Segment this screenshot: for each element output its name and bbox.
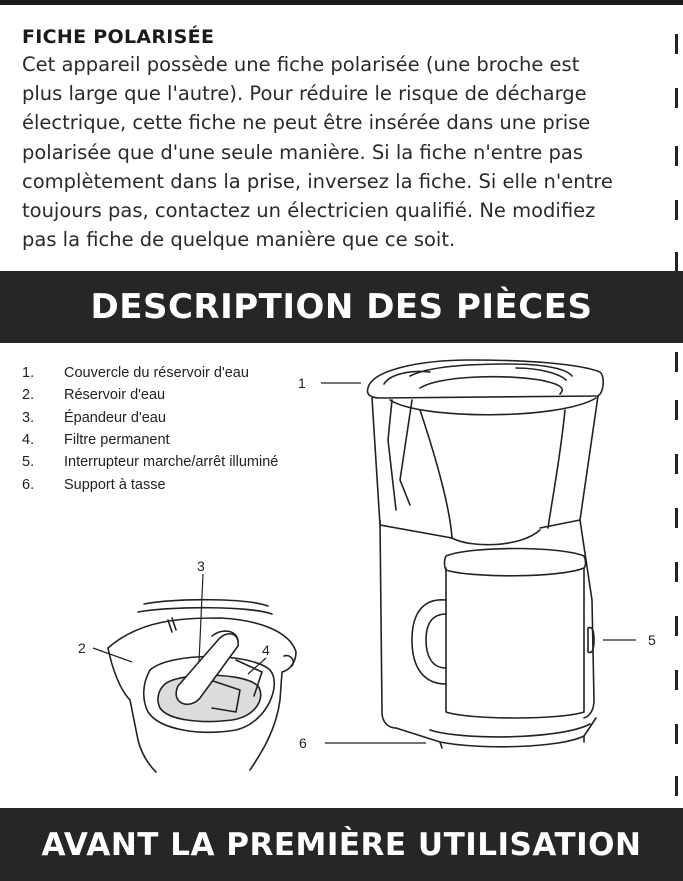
part-label: Épandeur d'eau xyxy=(64,409,166,426)
callout-5: 5 xyxy=(648,632,656,648)
part-label: Couvercle du réservoir d'eau xyxy=(64,365,249,382)
part-label: Réservoir d'eau xyxy=(64,387,166,404)
part-number: 5. xyxy=(22,454,35,471)
text-line: plus large que l'autre). Pour réduire le risque de décharge xyxy=(22,82,587,106)
part-label: Filtre permanent xyxy=(64,432,170,449)
top-rule xyxy=(0,0,683,5)
callout-4: 4 xyxy=(262,642,270,658)
text-line: polarisée que d'une seule manière. Si la fiche n'entre pas xyxy=(22,140,583,164)
callout-1: 1 xyxy=(298,375,306,391)
part-number: 4. xyxy=(22,432,35,449)
text-line: toujours pas, contactez un électricien qualifié. Ne modifiez xyxy=(22,199,596,223)
parts-section-title: DESCRIPTION DES PIÈCES xyxy=(0,271,683,343)
text-line: complètement dans la prise, inversez la fiche. Si elle n'entre xyxy=(22,169,613,193)
callout-3: 3 xyxy=(197,558,205,574)
part-number: 1. xyxy=(22,365,35,382)
part-label: Support à tasse xyxy=(64,476,166,493)
part-label: Interrupteur marche/arrêt illuminé xyxy=(64,454,279,471)
text-line: électrique, cette fiche ne peut être insérée dans une prise xyxy=(22,111,591,135)
polarized-plug-section xyxy=(22,26,662,254)
part-number: 6. xyxy=(22,476,35,493)
callout-2: 2 xyxy=(78,640,86,656)
callout-6: 6 xyxy=(299,735,307,751)
polarized-plug-text xyxy=(22,50,662,254)
part-number: 2. xyxy=(22,387,35,404)
section-heading: FICHE POLARISÉE xyxy=(22,26,215,48)
text-line: Cet appareil possède une fiche polarisée (une broche est xyxy=(22,53,580,76)
coffee-maker-illustration xyxy=(0,343,683,808)
first-use-section-title: AVANT LA PREMIÈRE UTILISATION xyxy=(0,808,683,881)
text-line: pas la fiche de quelque manière que ce soit. xyxy=(22,228,456,252)
part-number: 3. xyxy=(22,409,35,426)
